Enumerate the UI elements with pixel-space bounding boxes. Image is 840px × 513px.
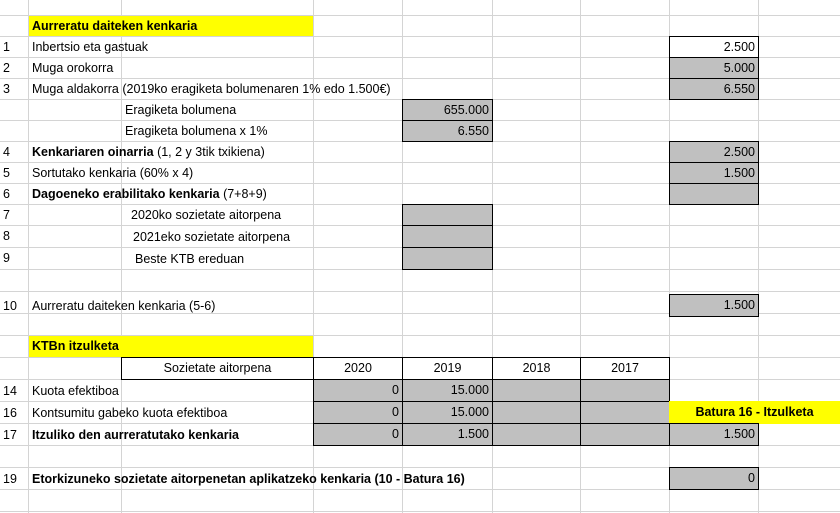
value-2021-declaration[interactable]	[402, 225, 493, 248]
value-effective-quota-2017[interactable]	[580, 379, 670, 402]
value-effective-quota-2018[interactable]	[492, 379, 581, 402]
value-unconsumed-quota-2019[interactable]: 15.000	[402, 401, 493, 424]
row-number: 6	[3, 187, 10, 201]
label-sum16-refund[interactable]: Batura 16 - Itzulketa	[669, 401, 840, 424]
row-number: 5	[3, 166, 10, 180]
label-deduction-base[interactable]	[29, 142, 402, 162]
label-deduction-base-rest: (1, 2 y 3tik txikiena)	[153, 145, 265, 159]
label-variable-limit[interactable]: Muga aldakorra (2019ko eragiketa bolumenaren 1% edo 1.500€)	[32, 82, 391, 96]
label-effective-quota[interactable]: Kuota efektiboa	[32, 384, 119, 398]
section-title-ktb-refund[interactable]: KTBn itzulketa	[29, 336, 313, 357]
value-2020-declaration[interactable]	[402, 204, 493, 226]
label-operation-volume-1pct[interactable]: Eragiketa bolumena x 1%	[125, 124, 268, 138]
row-number: 1	[3, 40, 10, 54]
row-number: 2	[3, 61, 10, 75]
row-number: 17	[3, 428, 17, 442]
row-number: 16	[3, 406, 17, 420]
value-already-used-deduction[interactable]	[669, 183, 759, 205]
value-refund-2019[interactable]: 1.500	[402, 423, 493, 446]
row-number: 4	[3, 145, 10, 159]
value-effective-quota-2019[interactable]: 15.000	[402, 379, 493, 402]
value-other-ktb-model[interactable]	[402, 247, 493, 270]
value-refund-2018[interactable]	[492, 423, 581, 446]
label-unconsumed-effective-quota[interactable]: Kontsumitu gabeko kuota efektiboa	[32, 406, 228, 420]
value-unconsumed-quota-2020[interactable]: 0	[313, 401, 403, 424]
value-deduction-base[interactable]: 2.500	[669, 141, 759, 163]
value-future-deduction[interactable]: 0	[669, 467, 759, 490]
header-year-2020[interactable]: 2020	[313, 357, 403, 380]
header-year-2019[interactable]: 2019	[402, 357, 493, 380]
value-operation-volume-1pct[interactable]: 6.550	[402, 120, 493, 142]
label-general-limit[interactable]: Muga orokorra	[32, 61, 114, 75]
section-title-advance-deduction[interactable]: Aurreratu daiteken kenkaria	[29, 16, 313, 36]
value-investments-expenses[interactable]: 2.500	[669, 36, 759, 58]
label-future-deduction[interactable]: Etorkizuneko sozietate aitorpenetan aplikatzeko kenkaria (10 - Batura 16)	[32, 472, 465, 486]
row-number: 3	[3, 82, 10, 96]
header-year-2017[interactable]: 2017	[580, 357, 670, 380]
label-2021-declaration[interactable]: 2021eko sozietate aitorpena	[133, 230, 291, 244]
value-refund-2020[interactable]: 0	[313, 423, 403, 446]
value-unconsumed-quota-2018[interactable]	[492, 401, 581, 424]
row-number: 14	[3, 384, 17, 398]
row-number: 19	[3, 472, 17, 486]
label-already-used-bold: Dagoeneko erabilitako kenkaria	[32, 187, 220, 201]
row-number: 8	[3, 229, 10, 243]
row-number: 9	[3, 251, 10, 265]
value-general-limit[interactable]: 5.000	[669, 57, 759, 79]
row-number: 10	[3, 299, 17, 313]
label-refundable-advanced-deduction[interactable]: Itzuliko den aurreratutako kenkaria	[32, 428, 240, 442]
label-advanceable-deduction[interactable]: Aurreratu daiteken kenkaria (5-6)	[32, 299, 216, 313]
value-advanceable-deduction[interactable]: 1.500	[669, 294, 759, 317]
value-operation-volume[interactable]: 655.000	[402, 99, 493, 121]
label-other-ktb-model[interactable]: Beste KTB ereduan	[135, 252, 245, 266]
header-year-2018[interactable]: 2018	[492, 357, 581, 380]
value-refund-result[interactable]: 1.500	[669, 423, 759, 446]
label-already-used-deduction[interactable]	[29, 184, 402, 204]
label-already-used-rest: (7+8+9)	[219, 187, 267, 201]
label-investments-expenses[interactable]: Inbertsio eta gastuak	[32, 40, 149, 54]
value-variable-limit[interactable]: 6.550	[669, 78, 759, 100]
row-number: 7	[3, 208, 10, 222]
label-2020-declaration[interactable]: 2020ko sozietate aitorpena	[131, 208, 282, 222]
value-unconsumed-quota-2017[interactable]	[580, 401, 670, 424]
value-generated-deduction[interactable]: 1.500	[669, 162, 759, 184]
value-effective-quota-2020[interactable]: 0	[313, 379, 403, 402]
label-operation-volume[interactable]: Eragiketa bolumena	[125, 103, 237, 117]
header-corporate-declaration[interactable]: Sozietate aitorpena	[121, 357, 314, 380]
label-deduction-base-bold: Kenkariaren oinarria	[32, 145, 154, 159]
value-refund-2017[interactable]	[580, 423, 670, 446]
label-generated-deduction[interactable]: Sortutako kenkaria (60% x 4)	[32, 166, 194, 180]
